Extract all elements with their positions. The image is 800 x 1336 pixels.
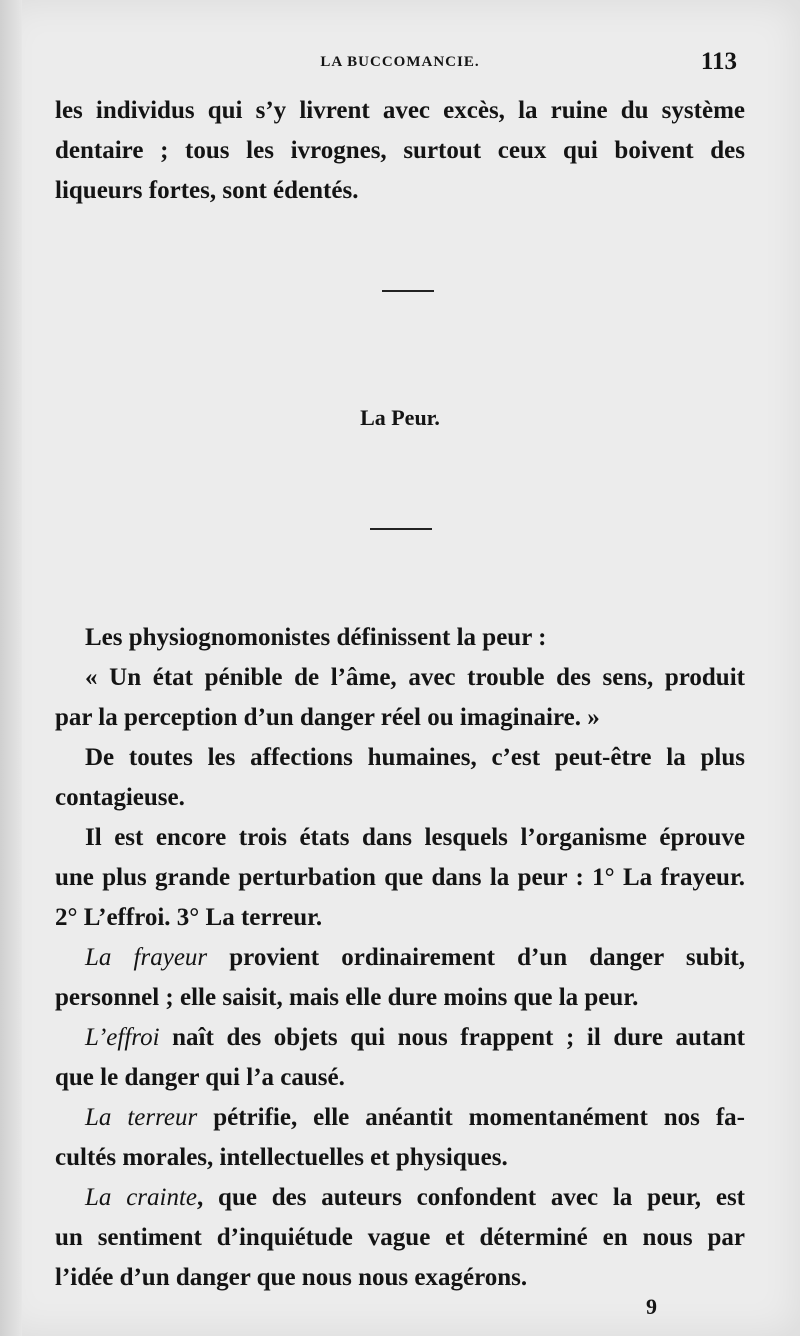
paragraph-7-line: cultés morales, intellectuelles et physiques. [55,1144,508,1171]
text-line: les individus qui s’y livrent avec excès, la ruine du système [55,97,745,124]
page-header [0,48,800,78]
term-crainte: La crainte [85,1184,198,1211]
page-gutter-shadow [0,0,22,1336]
signature-mark: 9 [646,1294,657,1319]
paragraph-8-line [55,1178,745,1218]
paragraph-1: Les physiognomonistes définissent la peur : [85,624,547,651]
term-effroi: L’effroi [85,1024,160,1051]
paragraph-2-line: par la perception d’un danger réel ou imaginaire. » [55,704,600,731]
paragraph-2-line: « Un état pénible de l’âme, avec trouble des sens, produit [85,664,745,691]
running-title: LA BUCCOMANCIE. [320,54,480,70]
paragraph-8-text: , que des auteurs confondent avec la peur, est [197,1184,746,1211]
separator-rule [382,290,434,292]
term-terreur: La terreur [85,1104,198,1131]
paragraph-7-line [55,1098,745,1138]
paragraph-4-line: 2° L’effroi. 3° La terreur. [55,904,323,931]
paragraph-7-text: pétrifie, elle anéantit momentanément nos fa- [197,1104,745,1131]
section-title: La Peur. [360,405,440,430]
paragraph-3-line: contagieuse. [55,784,185,811]
paragraph-4-line: une plus grande perturbation que dans la peur : 1° La frayeur. [55,864,745,891]
paragraph-3-line: De toutes les affections humaines, c’est peut-être la plus [85,744,745,771]
paragraph-5-line: personnel ; elle saisit, mais elle dure moins que la peur. [55,984,639,1011]
page-number: 113 [700,48,737,75]
paragraph-6-line: que le danger qui l’a causé. [55,1064,345,1091]
text-line: liqueurs fortes, sont édentés. [55,177,359,204]
term-frayeur: La frayeur [85,944,208,971]
separator-rule [370,528,432,530]
paragraph-8-line: l’idée d’un danger que nous nous exagérons. [55,1264,528,1291]
paragraph-5-text: provient ordinairement d’un danger subit, [207,944,745,971]
text-line: dentaire ; tous les ivrognes, surtout ceux qui boivent des [55,137,745,164]
paragraph-4-line: Il est encore trois états dans lesquels l’organisme éprouve [85,824,745,851]
paragraph-6-text: naît des objets qui nous frappent ; il dure autant [159,1024,745,1051]
paragraph-8-line: un sentiment d’inquiétude vague et déterminé en nous par [55,1224,745,1251]
paragraph-6-line [55,1018,745,1058]
body-text [55,618,745,1298]
paragraph-5-line [55,938,745,978]
intro-paragraph [55,91,745,211]
